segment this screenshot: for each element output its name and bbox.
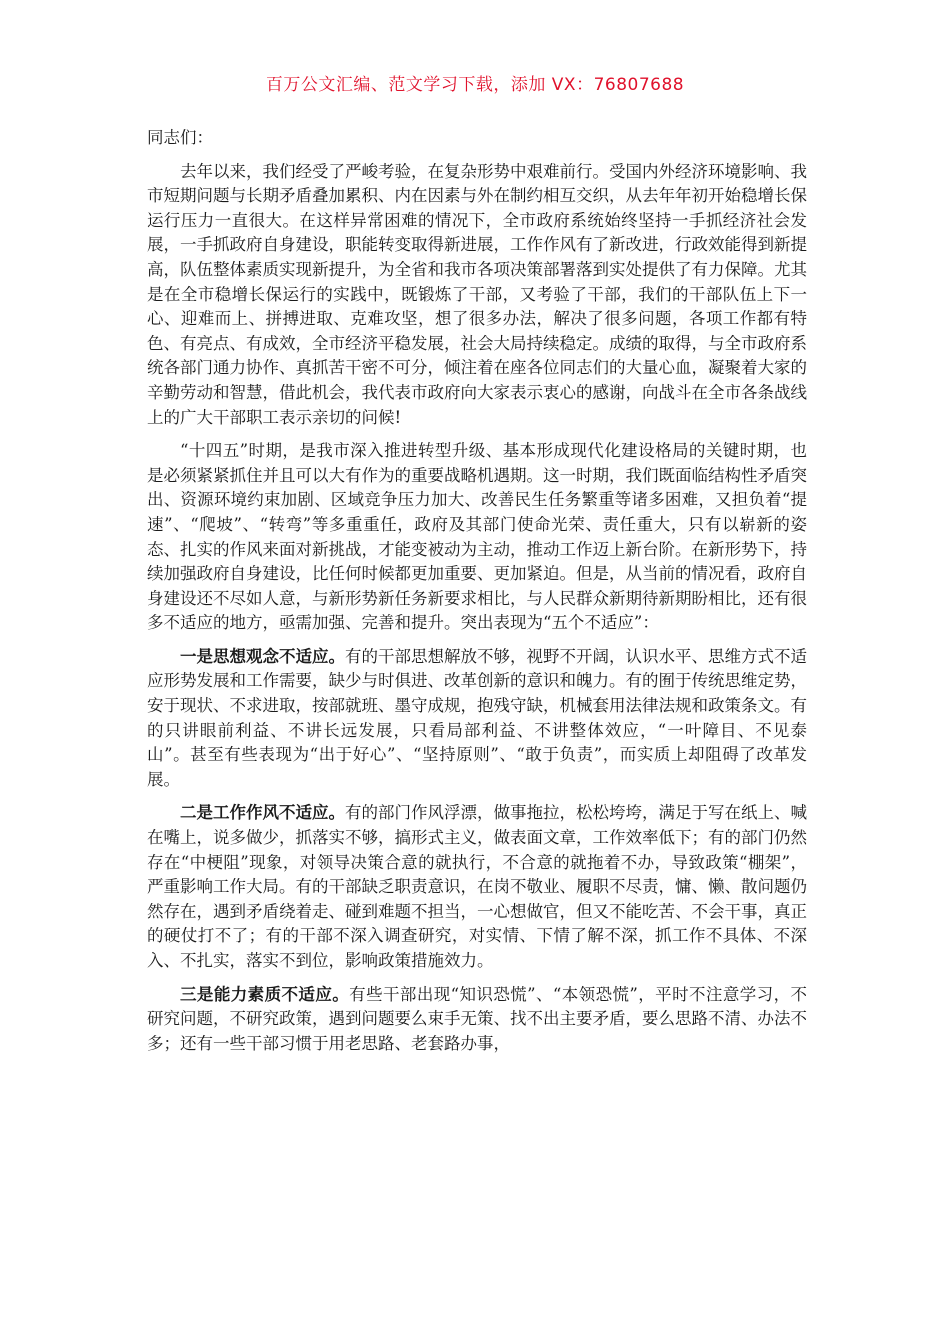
paragraph-4 bbox=[147, 801, 807, 973]
header-banner: 百万公文汇编、范文学习下载，添加 VX：76807688 bbox=[265, 75, 685, 95]
salutation: 同志们： bbox=[147, 128, 213, 147]
document-body bbox=[147, 126, 807, 1065]
paragraph-text: 有的干部思想解放不够，视野不开阔，认识水平、思维方式不适应形势发展和工作需要，缺少与时俱进、改革创新的意识和魄力。有的囿于传统思维定势，安于现状、不求进取，按部就班、墨守成规，抱残守缺，机械套用法律法规和政策条文。有的只讲眼前利益、不讲长远发展，只看局部利益、不讲整体效应，“一叶障目、不见泰山”。甚至有些表现为“出于好心”、“坚持原则”、“敢于负责”，而实质上却阻碍了改革发展。 bbox=[147, 646, 807, 789]
paragraph-3 bbox=[147, 645, 807, 793]
paragraph-1 bbox=[147, 160, 807, 431]
paragraph-2 bbox=[147, 439, 807, 636]
paragraph-text: 有些干部出现“知识恐慌”、“本领恐慌”，平时不注意学习，不研究问题，不研究政策，遇到问题要么束手无策、找不出主要矛盾，要么思路不清、办法不多；还有一些干部习惯于用老思路、老套路办事， bbox=[147, 984, 808, 1053]
paragraph-text: “十四五”时期，是我市深入推进转型升级、基本形成现代化建设格局的关键时期，也是必须紧紧抓住并且可以大有作为的重要战略机遇期。这一时期，我们既面临结构性矛盾突出、资源环境约束加剧、区域竞争压力加大、改善民生任务繁重等诸多困难，又担负着“提速”、“爬坡”、“转弯”等多重重任，政府及其部门使命光荣、责任重大，只有以崭新的姿态、扎实的作风来面对新挑战，才能变被动为主动，推动工作迈上新台阶。在新形势下，持续加强政府自身建设，比任何时候都更加重要、更加紧迫。但是，从当前的情况看，政府自身建设还不尽如人意，与新形势新任务新要求相比，与人民群众新期待新期盼相比，还有很多不适应的地方，亟需加强、完善和提升。突出表现为“五个不适应”： bbox=[147, 441, 807, 633]
paragraph-lead-heading: 三是能力素质不适应。 bbox=[180, 984, 350, 1004]
paragraph-lead-heading: 二是工作作风不适应。 bbox=[180, 803, 345, 823]
paragraph-text: 去年以来，我们经受了严峻考验，在复杂形势中艰难前行。受国内外经济环境影响、我市短期问题与长期矛盾叠加累积、内在因素与外在制约相互交织，从去年年初开始稳增长保运行压力一直很大。在这样异常困难的情况下，全市政府系统始终坚持一手抓经济社会发展，一手抓政府自身建设，职能转变取得新进展，工作作风有了新改进，行政效能得到新提高，队伍整体素质实现新提升，为全省和我市各项决策部署落到实处提供了有力保障。尤其是在全市稳增长保运行的实践中，既锻炼了干部，又考验了干部，我们的干部队伍上下一心、迎难而上、拼搏进取、克难攻坚，想了很多办法，解决了很多问题，各项工作都有特色、有亮点、有成效，全市经济平稳发展，社会大局持续稳定。成绩的取得，与全市政府系统各部门通力协作、真抓苦干密不可分，倾注着在座各位同志们的大量心血，凝聚着大家的辛勤劳动和智慧，借此机会，我代表市政府向大家表示衷心的感谢，向战斗在全市各条战线上的广大干部职工表示亲切的问候! bbox=[147, 161, 807, 427]
paragraph-lead-heading: 一是思想观念不适应。 bbox=[180, 646, 345, 666]
paragraph-5 bbox=[147, 983, 807, 1057]
paragraph-text: 有的部门作风浮漂，做事拖拉，松松垮垮，满足于写在纸上、喊在嘴上，说多做少，抓落实不够，搞形式主义，做表面文章，工作效率低下；有的部门仍然存在“中梗阻”现象，对领导决策合意的就执行，不合意的就拖着不办，导致政策“棚架”，严重影响工作大局。有的干部缺乏职责意识，在岗不敬业、履职不尽责，慵、懒、散问题仍然存在，遇到矛盾绕着走、碰到难题不担当，一心想做官，但又不能吃苦、不会干事，真正的硬仗打不了；有的干部不深入调查研究，对实情、下情了解不深，抓工作不具体、不深入、不扎实，落实不到位，影响政策措施效力。 bbox=[147, 803, 807, 970]
